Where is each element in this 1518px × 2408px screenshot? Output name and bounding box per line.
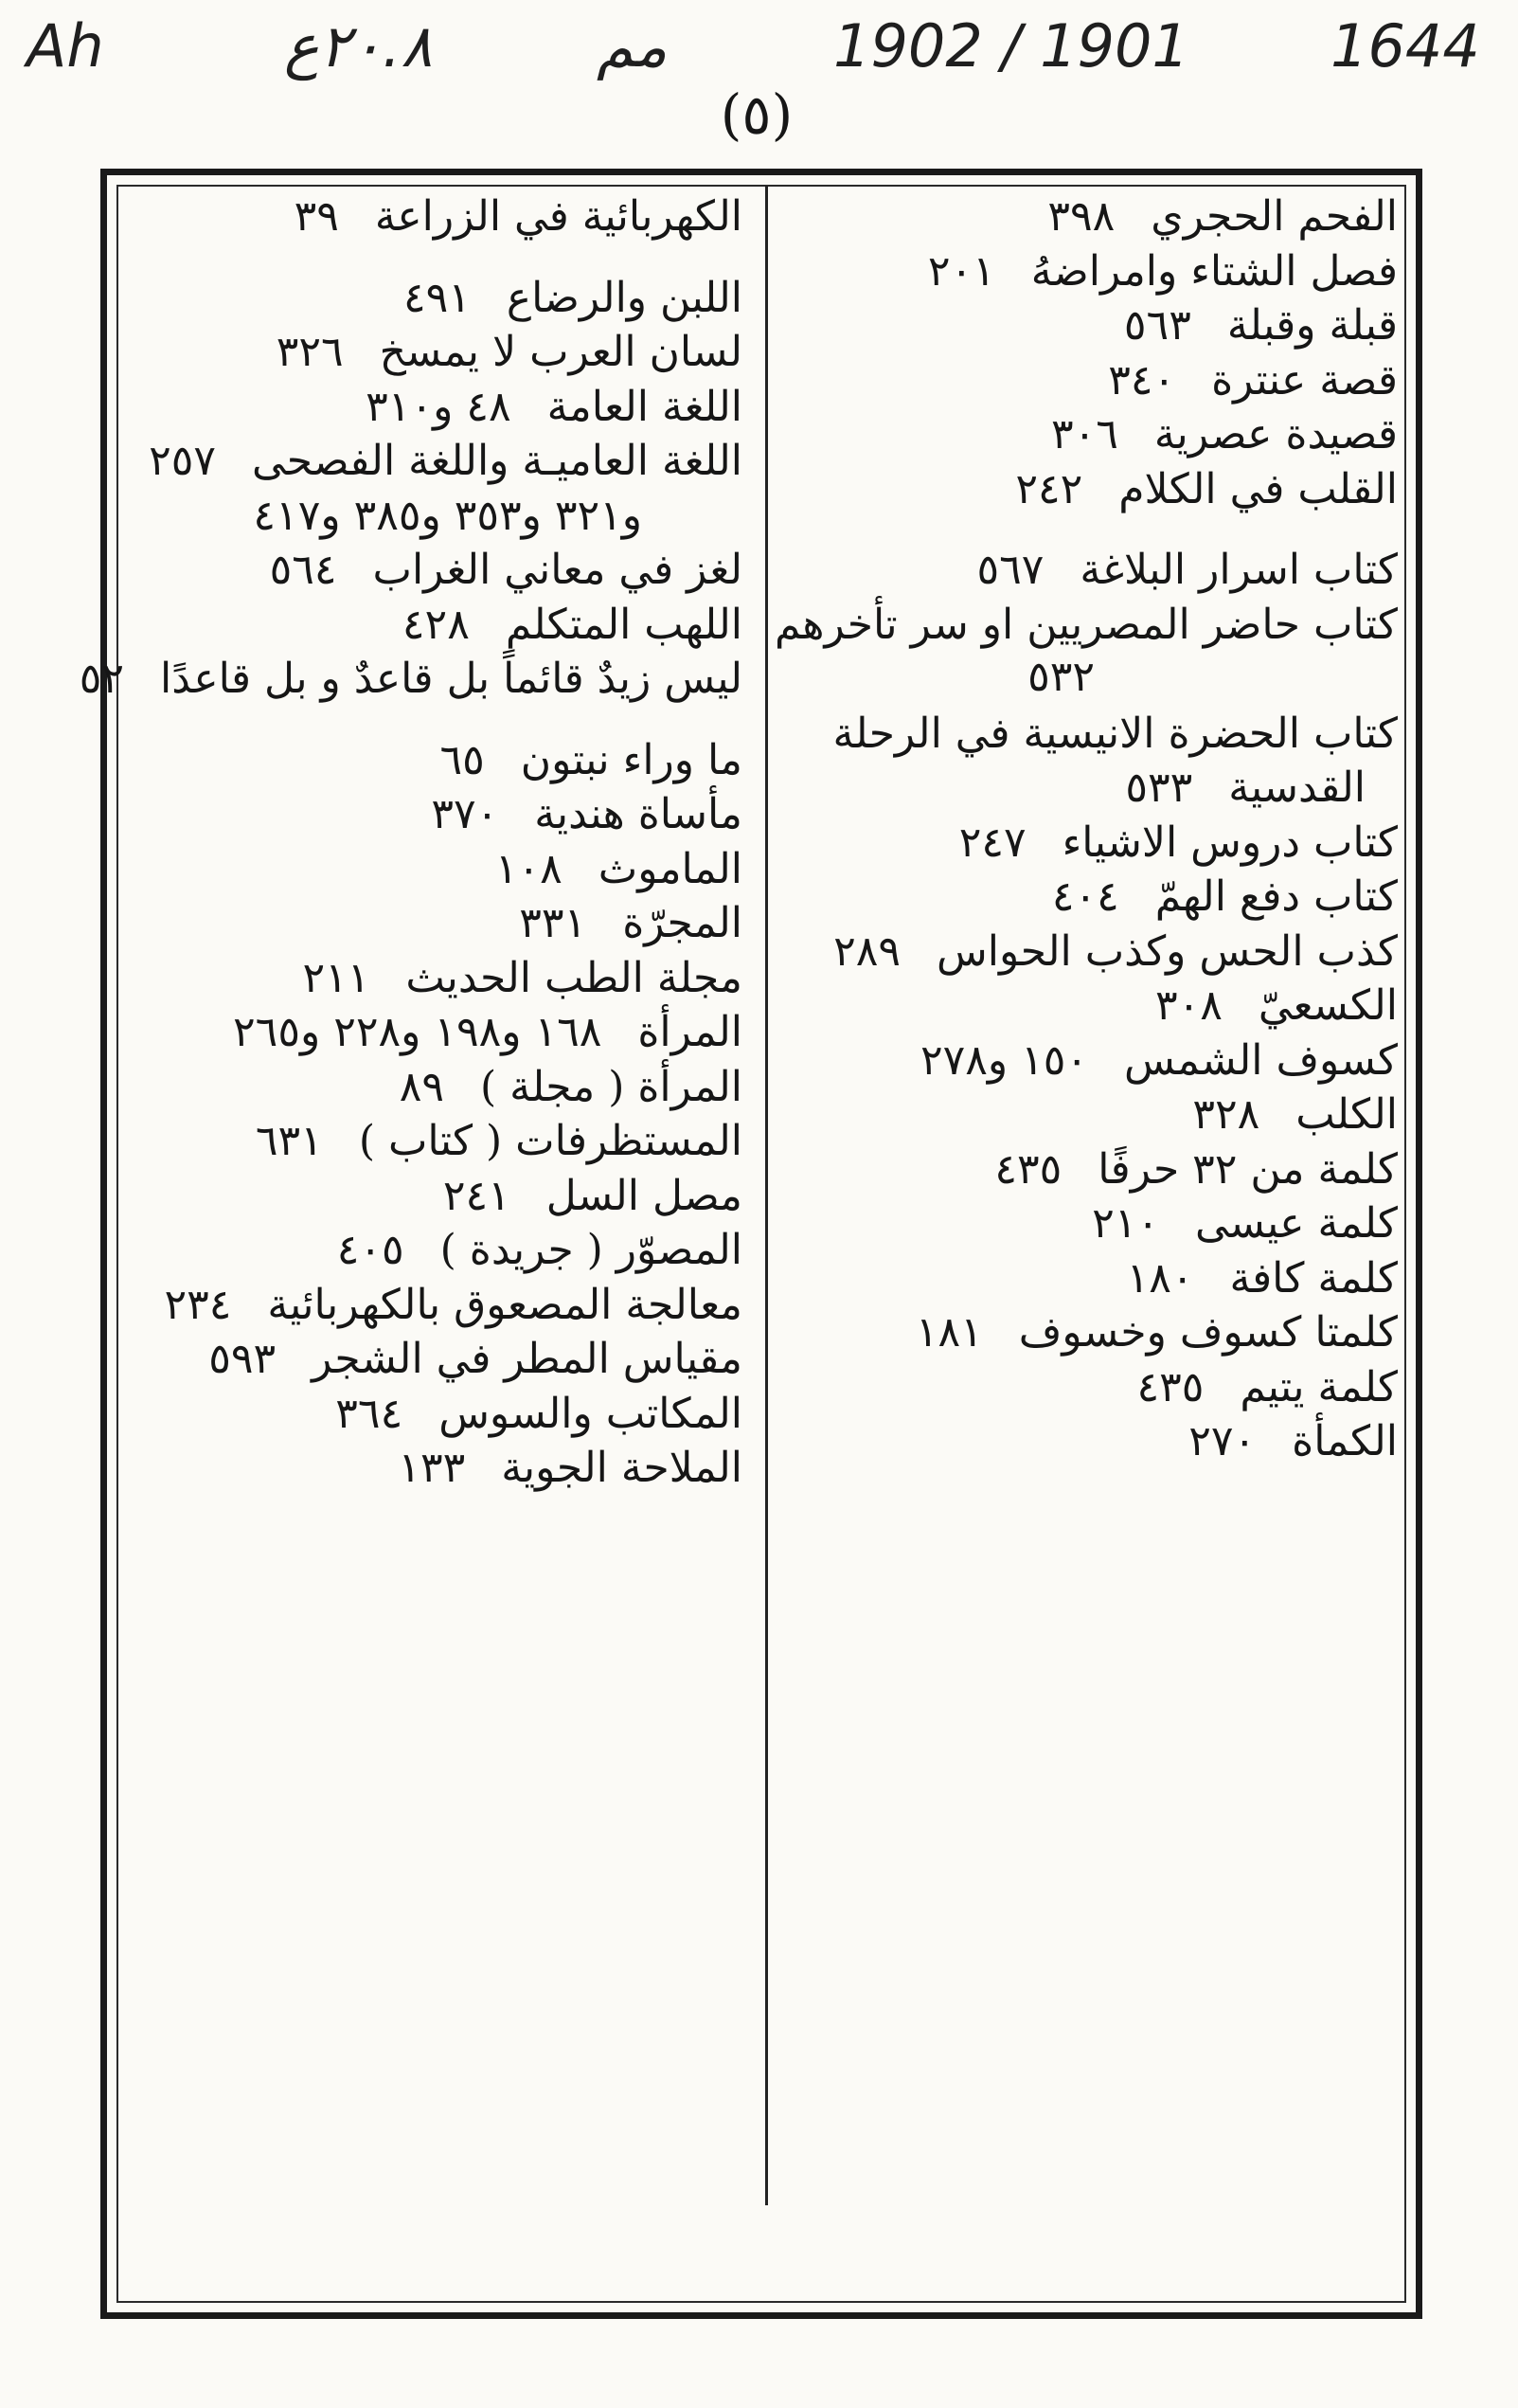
index-entry: [127, 1337, 742, 1382]
entry-title: فصل الشتاء وامراضهُ: [1030, 246, 1398, 296]
index-entry: [127, 439, 742, 484]
index-entry: [782, 303, 1398, 349]
entry-pages: ٢٨٩: [833, 926, 902, 976]
entry-pages: ١٠٨: [494, 844, 563, 893]
entry-title: الكمأة: [1292, 1417, 1398, 1466]
entry-pages: ٣٢٦: [276, 328, 344, 377]
entry-title: ما وراء نبتون: [520, 735, 742, 784]
index-entry: [127, 1010, 742, 1055]
handwritten-note-center-left: ٢٠.٨ع: [284, 11, 433, 81]
index-entry: [127, 901, 742, 946]
entry-title: الماموث: [598, 844, 742, 893]
entry-title: لسان العرب لا يمسخ: [379, 328, 742, 377]
index-entry: [127, 548, 742, 593]
entry-pages: ٢٣٤: [164, 1280, 232, 1329]
entry-pages: ٦٣١: [255, 1117, 323, 1166]
index-entry: [127, 1062, 742, 1111]
index-entry: [782, 1419, 1398, 1465]
entry-pages: ٢١١: [302, 953, 370, 1002]
index-entry: [782, 1092, 1398, 1138]
entry-pages: ٣٤٠: [1108, 355, 1176, 404]
left-column: [79, 192, 742, 1501]
entry-title: كتاب الحضرة الانيسية في الرحلة: [832, 709, 1398, 758]
entry-title: كلمتا كسوف وخسوف: [1018, 1308, 1398, 1357]
index-entry: [782, 820, 1398, 866]
column-divider: [765, 186, 768, 2205]
entry-pages: ٣٧٠: [431, 790, 499, 839]
index-entry: [79, 655, 742, 704]
entry-title: كلمة كافة: [1229, 1253, 1398, 1303]
entry-pages: ٣٢٨: [1192, 1090, 1260, 1140]
entry-pages: ٤٠٥: [336, 1226, 404, 1275]
entry-pages: ٥٦٧: [976, 546, 1045, 595]
entry-title: كلمة من ٣٢ حرفًا: [1098, 1144, 1398, 1194]
entry-pages-continuation: ٥٣٢: [1027, 653, 1095, 702]
entry-title: كتاب دفع الهمّ: [1154, 872, 1398, 922]
handwritten-note-left: Ah: [27, 11, 104, 81]
entry-title: المرأة ( مجلة ): [479, 1062, 742, 1111]
entry-title: كسوف الشمس: [1124, 1035, 1398, 1085]
entry-title: المكاتب والسوس: [438, 1389, 742, 1438]
index-entry: [782, 246, 1398, 296]
entry-pages: ٤٠٤: [1051, 872, 1119, 922]
entry-title: مقياس المطر في الشجر: [312, 1335, 742, 1384]
index-entry: [782, 1035, 1398, 1085]
entry-pages: ٥٩٣: [208, 1335, 277, 1384]
entry-pages: ٥٢: [79, 655, 124, 704]
entry-pages: ١٥٠ و٢٧٨: [920, 1035, 1089, 1085]
entry-title: كذب الحس وكذب الحواس: [937, 926, 1398, 976]
entry-title: كتاب دروس الاشياء: [1062, 818, 1398, 867]
entry-title: مصل السل: [545, 1171, 742, 1220]
index-entry: [782, 194, 1398, 240]
entry-title: معالجة المصعوق بالكهربائية: [267, 1280, 742, 1329]
entry-title: كلمة عيسى: [1195, 1199, 1398, 1249]
index-entry: [782, 355, 1398, 404]
entry-pages: ٣٠٦: [1050, 410, 1118, 459]
entry-pages: ٤٩١: [402, 273, 471, 322]
index-entry: [127, 273, 742, 322]
entry-title: مأساة هندية: [534, 790, 742, 839]
entry-title: المرأة: [637, 1008, 742, 1057]
entry-pages: ٢٤٧: [958, 818, 1027, 867]
index-entry: [782, 1144, 1398, 1194]
entry-title: المصوّر ( جريدة ): [439, 1226, 742, 1275]
entry-pages: ١٨٠: [1126, 1253, 1194, 1303]
entry-pages: ٣٦٤: [335, 1389, 403, 1438]
right-column: [775, 192, 1398, 1474]
entry-pages: ٦٥: [439, 735, 485, 784]
entry-title: كتاب اسرار البلاغة: [1080, 546, 1398, 595]
index-entry: [127, 844, 742, 893]
index-entry: [127, 735, 742, 784]
entry-title: المجرّة: [622, 899, 742, 948]
entry-title: قصة عنترة: [1211, 355, 1398, 404]
index-entry: [127, 1389, 742, 1438]
entry-pages: ١٣٣: [398, 1444, 466, 1493]
index-entry: [127, 602, 742, 648]
entry-title: كتاب حاضر المصريين او سر تأخرهم: [775, 600, 1398, 649]
index-entry: [775, 600, 1398, 649]
entry-title: لغز في معاني الغراب: [372, 546, 742, 595]
entry-pages: ٢١٠: [1092, 1199, 1160, 1249]
entry-title: المستظرفات ( كتاب ): [358, 1117, 742, 1166]
entry-title: الفحم الحجري: [1151, 192, 1398, 241]
entry-pages: ٥٦٤: [269, 546, 337, 595]
entry-pages: ١٦٨ و١٩٨ و٢٢٨ و٢٦٥: [233, 1008, 602, 1057]
entry-pages: ٢٠١: [927, 246, 995, 296]
handwritten-note-center: مم: [597, 11, 668, 81]
handwritten-note-center-right: 1902 / 1901: [833, 11, 1189, 81]
index-entry: [127, 382, 742, 431]
entry-title: اللغة العاميـة واللغة الفصحى: [252, 437, 742, 486]
index-entry: [127, 1280, 742, 1329]
entry-pages: ٣٣١: [519, 899, 587, 948]
page-number: (٥): [720, 82, 794, 147]
entry-title: اللبن والرضاع: [506, 273, 742, 322]
entry-pages: ٣٩: [294, 192, 339, 241]
entry-pages: ٢٥٧: [149, 437, 217, 486]
index-entry: [782, 464, 1398, 513]
entry-title: قبلة وقبلة: [1226, 301, 1398, 350]
index-entry: [127, 330, 742, 375]
entry-pages: ٤٣٥: [994, 1144, 1063, 1194]
index-entry: [782, 412, 1398, 458]
entry-pages: ٨٩: [399, 1062, 444, 1111]
handwritten-note-right: 1644: [1330, 11, 1480, 81]
entry-title: اللغة العامة: [546, 382, 742, 431]
index-entry: [782, 926, 1398, 976]
index-entry: [127, 1228, 742, 1273]
entry-title: مجلة الطب الحديث: [405, 953, 742, 1002]
entry-title: الكسعيّ: [1258, 981, 1398, 1031]
index-entry: [782, 874, 1398, 920]
entry-title: قصيدة عصرية: [1153, 410, 1398, 459]
entry-pages: و٣٢١ و٣٥٣ و٣٨٥ و٤١٧: [253, 491, 642, 540]
index-entry: [127, 953, 742, 1002]
entry-title: الكلب: [1295, 1090, 1398, 1140]
entry-pages: ١٨١: [915, 1308, 983, 1357]
entry-pages: ٣٠٨: [1155, 981, 1223, 1031]
entry-pages: ٤٣٥: [1136, 1362, 1205, 1411]
index-entry: [782, 1362, 1398, 1411]
index-entry: [782, 1310, 1398, 1356]
index-entry: [782, 548, 1398, 593]
index-entry: [127, 1446, 742, 1491]
entry-title: الملاحة الجوية: [501, 1444, 742, 1493]
index-entry-continuation: [127, 491, 742, 540]
index-entry: [127, 194, 742, 240]
entry-title: كلمة يتيم: [1240, 1362, 1398, 1411]
entry-pages: ٥٦٣: [1123, 301, 1191, 350]
index-entry: [127, 792, 742, 837]
entry-title: الكهربائية في الزراعة: [374, 192, 742, 241]
entry-title: القدسية: [1228, 764, 1366, 813]
entry-pages: ٥٣٣: [1125, 764, 1193, 813]
entry-title: ليس زيدٌ قائماً بل قاعدٌ و بل قاعدًا: [160, 655, 742, 704]
index-entry: [782, 711, 1398, 757]
index-entry: [127, 1119, 742, 1164]
entry-title: اللهب المتكلم: [505, 600, 742, 649]
entry-pages: ٢٤٢: [1015, 464, 1083, 513]
index-entry: [782, 983, 1398, 1029]
index-entry-continuation: [782, 765, 1398, 811]
entry-pages: ٢٤١: [442, 1171, 510, 1220]
entry-pages: ٤٨ و٣١٠: [366, 382, 511, 431]
entry-pages: ٣٩٨: [1047, 192, 1116, 241]
index-entry: [782, 1253, 1398, 1303]
entry-pages: ٢٧٠: [1188, 1417, 1257, 1466]
entry-pages: ٤٢٨: [402, 600, 470, 649]
entry-title: القلب في الكلام: [1118, 464, 1398, 513]
index-entry: [782, 1201, 1398, 1247]
index-entry: [127, 1171, 742, 1220]
